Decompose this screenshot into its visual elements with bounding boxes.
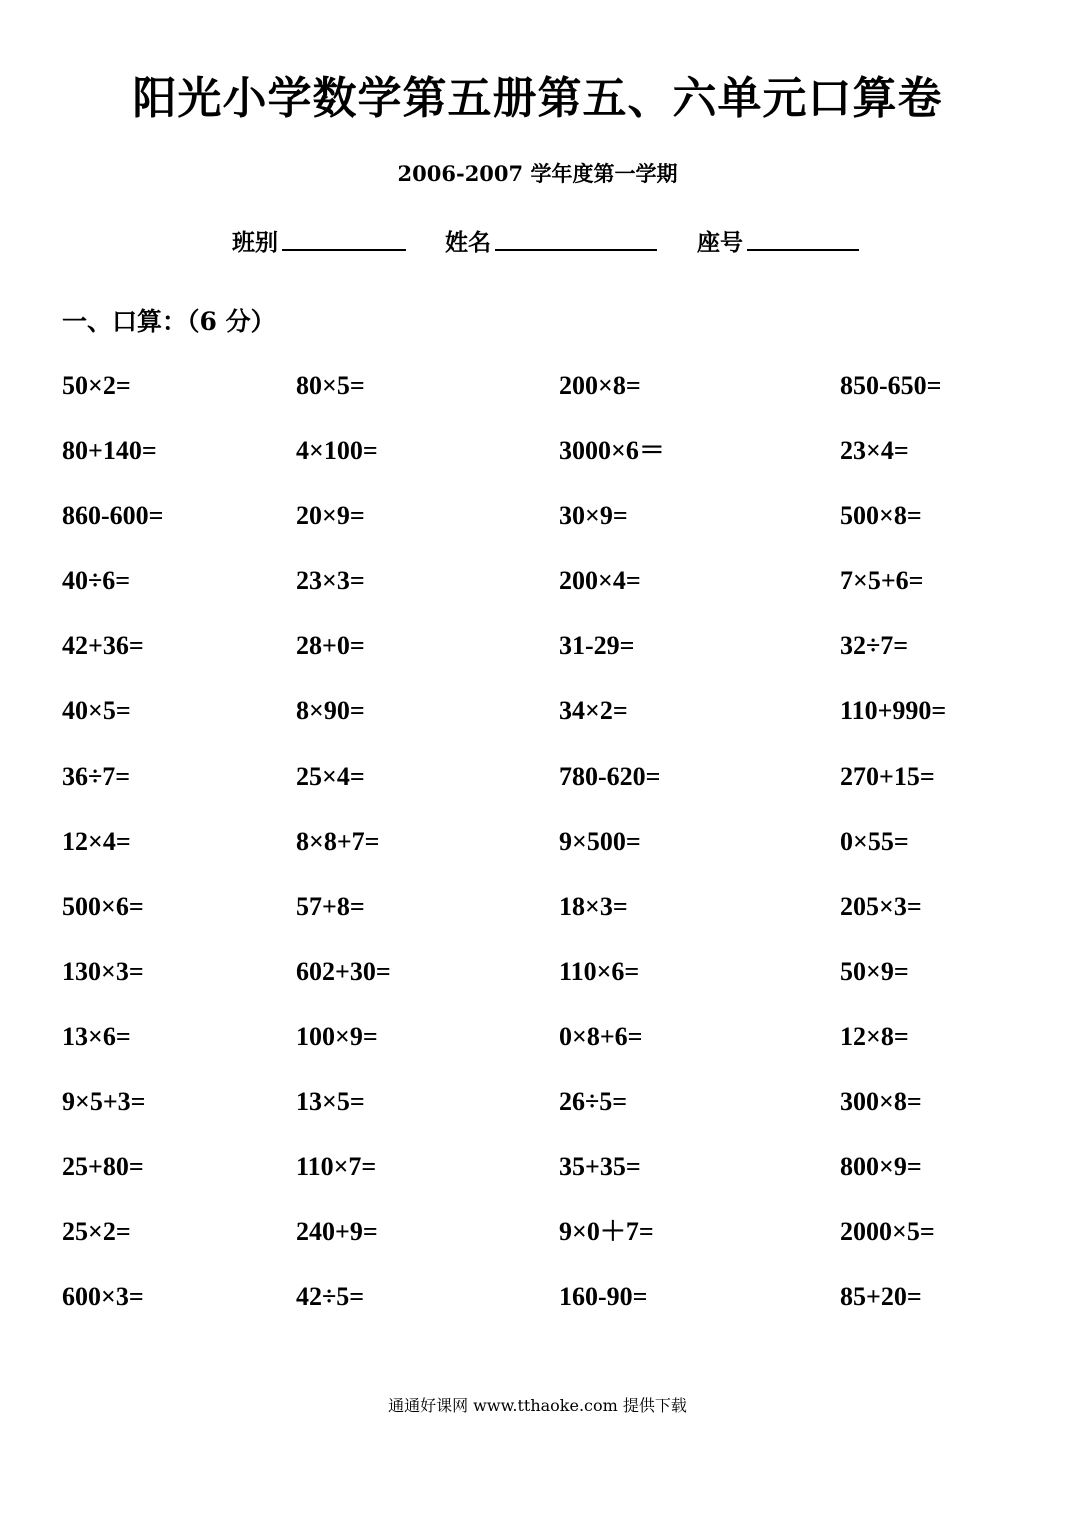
problem-item: 42+36= bbox=[62, 631, 144, 661]
problem-item: 850-650= bbox=[840, 371, 942, 400]
problem-item: 200×8= bbox=[559, 371, 641, 400]
problem-item: 500×8= bbox=[840, 501, 922, 531]
problem-item: 9×500= bbox=[559, 826, 641, 856]
problem-item: 0×8+6= bbox=[559, 1021, 643, 1051]
problem-item: 100×9= bbox=[296, 1021, 378, 1051]
class-blank-line[interactable] bbox=[282, 249, 406, 251]
problem-item: 25+80= bbox=[62, 1152, 144, 1182]
problem-item: 40×5= bbox=[62, 696, 131, 726]
problem-item: 8×8+7= bbox=[296, 826, 380, 856]
problem-item: 32÷7= bbox=[840, 631, 909, 661]
problem-item: 23×4= bbox=[840, 436, 909, 466]
problem-item: 57+8= bbox=[296, 891, 365, 921]
problem-item: 34×2= bbox=[559, 696, 628, 726]
problem-item: 13×6= bbox=[62, 1021, 131, 1051]
footer-credit: 通通好课网 www.tthaoke.com 提供下载 bbox=[388, 1396, 687, 1415]
problem-item: 205×3= bbox=[840, 891, 922, 921]
problem-item: 31-29= bbox=[559, 631, 635, 661]
school-year-subtitle: 2006-2007 学年度第一学期 bbox=[397, 161, 678, 186]
problem-item: 8×90= bbox=[296, 696, 365, 726]
problem-item: 600×3= bbox=[62, 1282, 144, 1312]
problem-item: 4×100= bbox=[296, 436, 378, 466]
problem-item: 12×4= bbox=[62, 826, 131, 856]
problem-item: 35+35= bbox=[559, 1152, 641, 1182]
problem-item: 20×9= bbox=[296, 501, 365, 531]
problem-item: 110×7= bbox=[296, 1152, 377, 1182]
problem-item: 9×0＋7= bbox=[559, 1217, 654, 1247]
problem-item: 80+140= bbox=[62, 436, 157, 466]
problem-item: 110×6= bbox=[559, 956, 640, 986]
problem-item: 2000×5= bbox=[840, 1217, 935, 1247]
problem-item: 7×5+6= bbox=[840, 566, 924, 596]
problem-item: 30×9= bbox=[559, 501, 628, 531]
problem-item: 28+0= bbox=[296, 631, 365, 661]
problem-item: 200×4= bbox=[559, 566, 641, 596]
problem-item: 500×6= bbox=[62, 891, 144, 921]
problem-item: 18×3= bbox=[559, 891, 628, 921]
name-label: 姓名 bbox=[445, 229, 491, 256]
problem-item: 12×8= bbox=[840, 1021, 909, 1051]
problem-item: 50×2= bbox=[62, 371, 131, 400]
problem-item: 25×2= bbox=[62, 1217, 131, 1247]
page-title: 阳光小学数学第五册第五、六单元口算卷 bbox=[132, 73, 943, 124]
seat-blank-line[interactable] bbox=[747, 249, 859, 251]
problem-item: 602+30= bbox=[296, 956, 391, 986]
name-blank-line[interactable] bbox=[495, 249, 657, 251]
problem-item: 50×9= bbox=[840, 956, 909, 986]
problem-item: 3000×6＝ bbox=[559, 436, 665, 466]
problem-item: 85+20= bbox=[840, 1282, 922, 1312]
problem-item: 9×5+3= bbox=[62, 1087, 146, 1117]
problem-grid bbox=[62, 366, 1062, 1342]
problem-item: 80×5= bbox=[296, 371, 365, 400]
class-label: 班别 bbox=[232, 229, 278, 256]
problem-item: 23×3= bbox=[296, 566, 365, 596]
problem-item: 270+15= bbox=[840, 761, 935, 791]
problem-item: 240+9= bbox=[296, 1217, 378, 1247]
problem-item: 160-90= bbox=[559, 1282, 648, 1312]
problem-item: 13×5= bbox=[296, 1087, 365, 1117]
problem-item: 130×3= bbox=[62, 956, 144, 986]
problem-item: 300×8= bbox=[840, 1087, 922, 1117]
problem-item: 800×9= bbox=[840, 1152, 922, 1182]
problem-item: 36÷7= bbox=[62, 761, 131, 791]
problem-item: 25×4= bbox=[296, 761, 365, 791]
problem-item: 42÷5= bbox=[296, 1282, 365, 1312]
problem-item: 110+990= bbox=[840, 696, 947, 726]
problem-item: 860-600= bbox=[62, 501, 164, 531]
problem-item: 780-620= bbox=[559, 761, 661, 791]
problem-item: 26÷5= bbox=[559, 1087, 628, 1117]
problem-item: 0×55= bbox=[840, 826, 909, 856]
seat-label: 座号 bbox=[697, 229, 743, 256]
problem-item: 40÷6= bbox=[62, 566, 131, 596]
section-heading: 一、口算：（6 分） bbox=[62, 307, 276, 336]
